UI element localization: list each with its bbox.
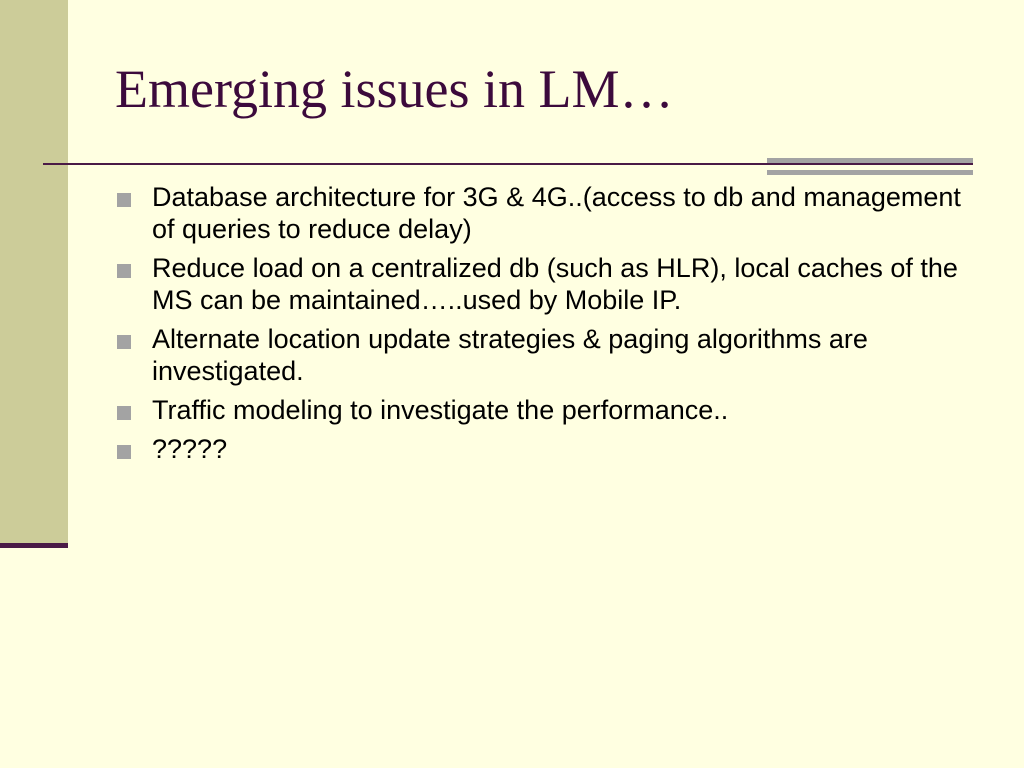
slide-title: Emerging issues in LM… [115, 59, 674, 119]
bullet-text: ????? [152, 434, 228, 464]
bullet-text: Reduce load on a centralized db (such as HLR), local caches of the MS can be maintained…..used by Mobile IP. [152, 253, 958, 315]
square-bullet-icon [117, 264, 131, 278]
title-rule-accent [767, 158, 973, 180]
square-bullet-icon [117, 445, 131, 459]
bullet-item [115, 394, 975, 426]
accent-bar [767, 170, 973, 175]
square-bullet-icon [117, 193, 131, 207]
square-bullet-icon [117, 406, 131, 420]
bullet-item [115, 252, 975, 316]
bullet-text: Traffic modeling to investigate the performance.. [152, 395, 729, 425]
left-band-rule [0, 543, 68, 548]
left-decorative-band [0, 0, 68, 543]
accent-bar [767, 158, 973, 163]
bullet-item [115, 323, 975, 387]
bullet-list [115, 181, 975, 472]
bullet-item [115, 433, 975, 465]
square-bullet-icon [117, 335, 131, 349]
bullet-item [115, 181, 975, 245]
bullet-text: Alternate location update strategies & paging algorithms are investigated. [152, 324, 868, 386]
bullet-text: Database architecture for 3G & 4G..(access to db and management of queries to reduce delay) [152, 182, 961, 244]
